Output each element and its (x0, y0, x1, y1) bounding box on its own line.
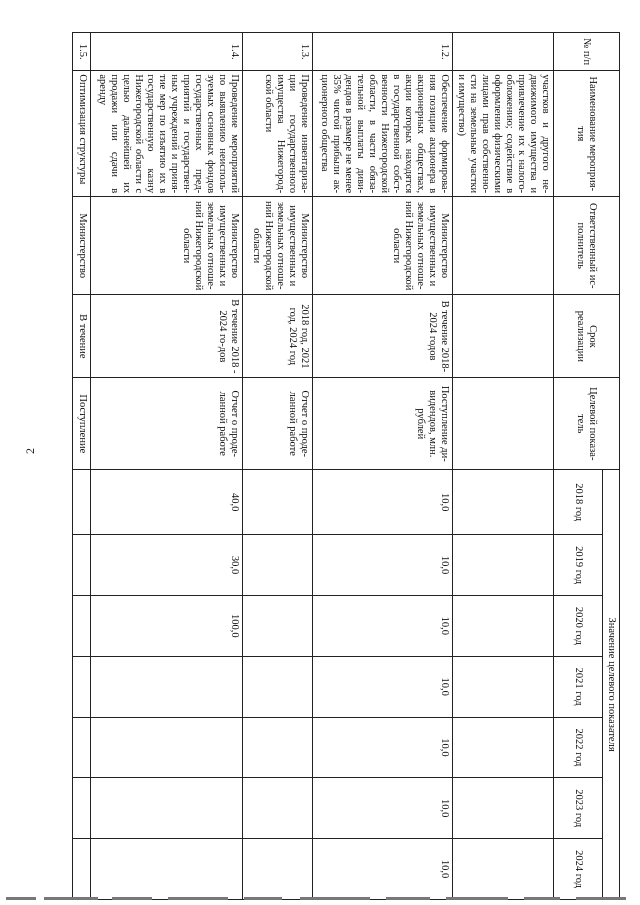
row-value (243, 778, 313, 839)
row-value (73, 778, 91, 839)
row-value: 30,0 (91, 535, 243, 596)
row-name: Оптимизация структуры (73, 71, 91, 197)
row-term: В течение 2018 - 2024 го-дов (91, 295, 243, 378)
row-value (91, 778, 243, 839)
row-value (73, 595, 91, 656)
row-value (73, 839, 91, 900)
header-name: Наименование мероприя-тия (554, 71, 620, 197)
row-value (243, 535, 313, 596)
row-value (243, 717, 313, 778)
row-responsible: Министерство имущественных и земельных отноше-ний Нижегородской области (243, 197, 313, 295)
row-value (91, 717, 243, 778)
row-name: Обеспечение формирова-ния позиции акционера в акционерных обществах, акции которых находятся в государственной собст-венности Нижегородской области, в части обяза-тельной выплаты диви-дендов в размере не менее 35% чистой прибыли ак-ционерного общества (313, 71, 453, 197)
row-value: 10,0 (313, 470, 453, 535)
row-num: 1.3. (243, 33, 313, 71)
row-value: 40,0 (91, 470, 243, 535)
row-term: 2018 год, 2021 год, 2024 год (243, 295, 313, 378)
header-responsible: Ответственный ис-полнитель (554, 197, 620, 295)
row-indicator (453, 378, 554, 470)
header-year: 2021 год (554, 656, 603, 717)
row-responsible: Министерство имущественных и земельных отноше-ний Нижегородской области (91, 197, 243, 295)
row-responsible (453, 197, 554, 295)
table-row (243, 33, 313, 900)
scan-edge-artifact (0, 892, 640, 905)
row-value (73, 535, 91, 596)
row-num (453, 33, 554, 71)
header-year: 2024 год (554, 839, 603, 900)
row-value: 100,0 (91, 595, 243, 656)
row-value (453, 656, 554, 717)
table-row (313, 33, 453, 900)
row-value (73, 470, 91, 535)
row-num: 1.5. (73, 33, 91, 71)
row-term: В течение 2018-2024 годов (313, 295, 453, 378)
row-value: 10,0 (313, 535, 453, 596)
header-year: 2018 год (554, 470, 603, 535)
table-row (73, 33, 91, 900)
row-num: 1.4. (91, 33, 243, 71)
row-value (73, 717, 91, 778)
row-name: Проведение мероприятий по выявлению неисполь-зуемых основных фондов государственных пред-приятий и государствен-ных учреждений и приня-тие мер по изъятию их в государственную казну Нижегородской области с целью дальнейшей их продажи или сдачи в аренду (91, 71, 243, 197)
row-value (243, 839, 313, 900)
row-value (453, 839, 554, 900)
row-responsible: Министерство имущественных и земельных отноше-ний Нижегородской области (313, 197, 453, 295)
row-term: В течение (73, 295, 91, 378)
row-name: участков и другого не-движимого имущества и привлечение их к налого-обложению; содействие в оформлении физическими лицами прав собственно-сти на земельные участки и имущество) (453, 71, 554, 197)
rotated-table-container (77, 32, 620, 900)
row-value (243, 656, 313, 717)
row-value (453, 535, 554, 596)
row-value: 10,0 (313, 717, 453, 778)
row-value (73, 656, 91, 717)
header-value-group: Значение целевого показателя (603, 470, 620, 900)
table-row (91, 33, 243, 900)
row-value: 10,0 (313, 839, 453, 900)
row-value (243, 470, 313, 535)
row-name: Проведение инвентариза-ции государственного имущества Нижегород-ской области (243, 71, 313, 197)
header-indicator: Целевой показа-тель (554, 378, 620, 470)
row-indicator: Поступление (73, 378, 91, 470)
row-value (91, 656, 243, 717)
row-value: 10,0 (313, 595, 453, 656)
row-indicator: Отчет о проде-ланной работе (91, 378, 243, 470)
header-term: Срок реализации (554, 295, 620, 378)
row-indicator: Отчет о проде-ланной работе (243, 378, 313, 470)
header-year: 2020 год (554, 595, 603, 656)
row-value: 10,0 (313, 656, 453, 717)
header-year: 2022 год (554, 717, 603, 778)
row-num: 1.2. (313, 33, 453, 71)
row-value (243, 595, 313, 656)
row-value (453, 470, 554, 535)
row-value (453, 778, 554, 839)
row-value: 10,0 (313, 778, 453, 839)
table-row (453, 33, 554, 900)
row-term (453, 295, 554, 378)
row-value (91, 839, 243, 900)
header-num: № п/п (554, 33, 620, 71)
measures-table (72, 32, 620, 900)
header-year: 2019 год (554, 535, 603, 596)
page-number: 2 (23, 448, 37, 454)
header-year: 2023 год (554, 778, 603, 839)
row-value (453, 595, 554, 656)
row-value (453, 717, 554, 778)
row-indicator: Поступление ди-видендов, млн. рублей (313, 378, 453, 470)
row-responsible: Министерство (73, 197, 91, 295)
